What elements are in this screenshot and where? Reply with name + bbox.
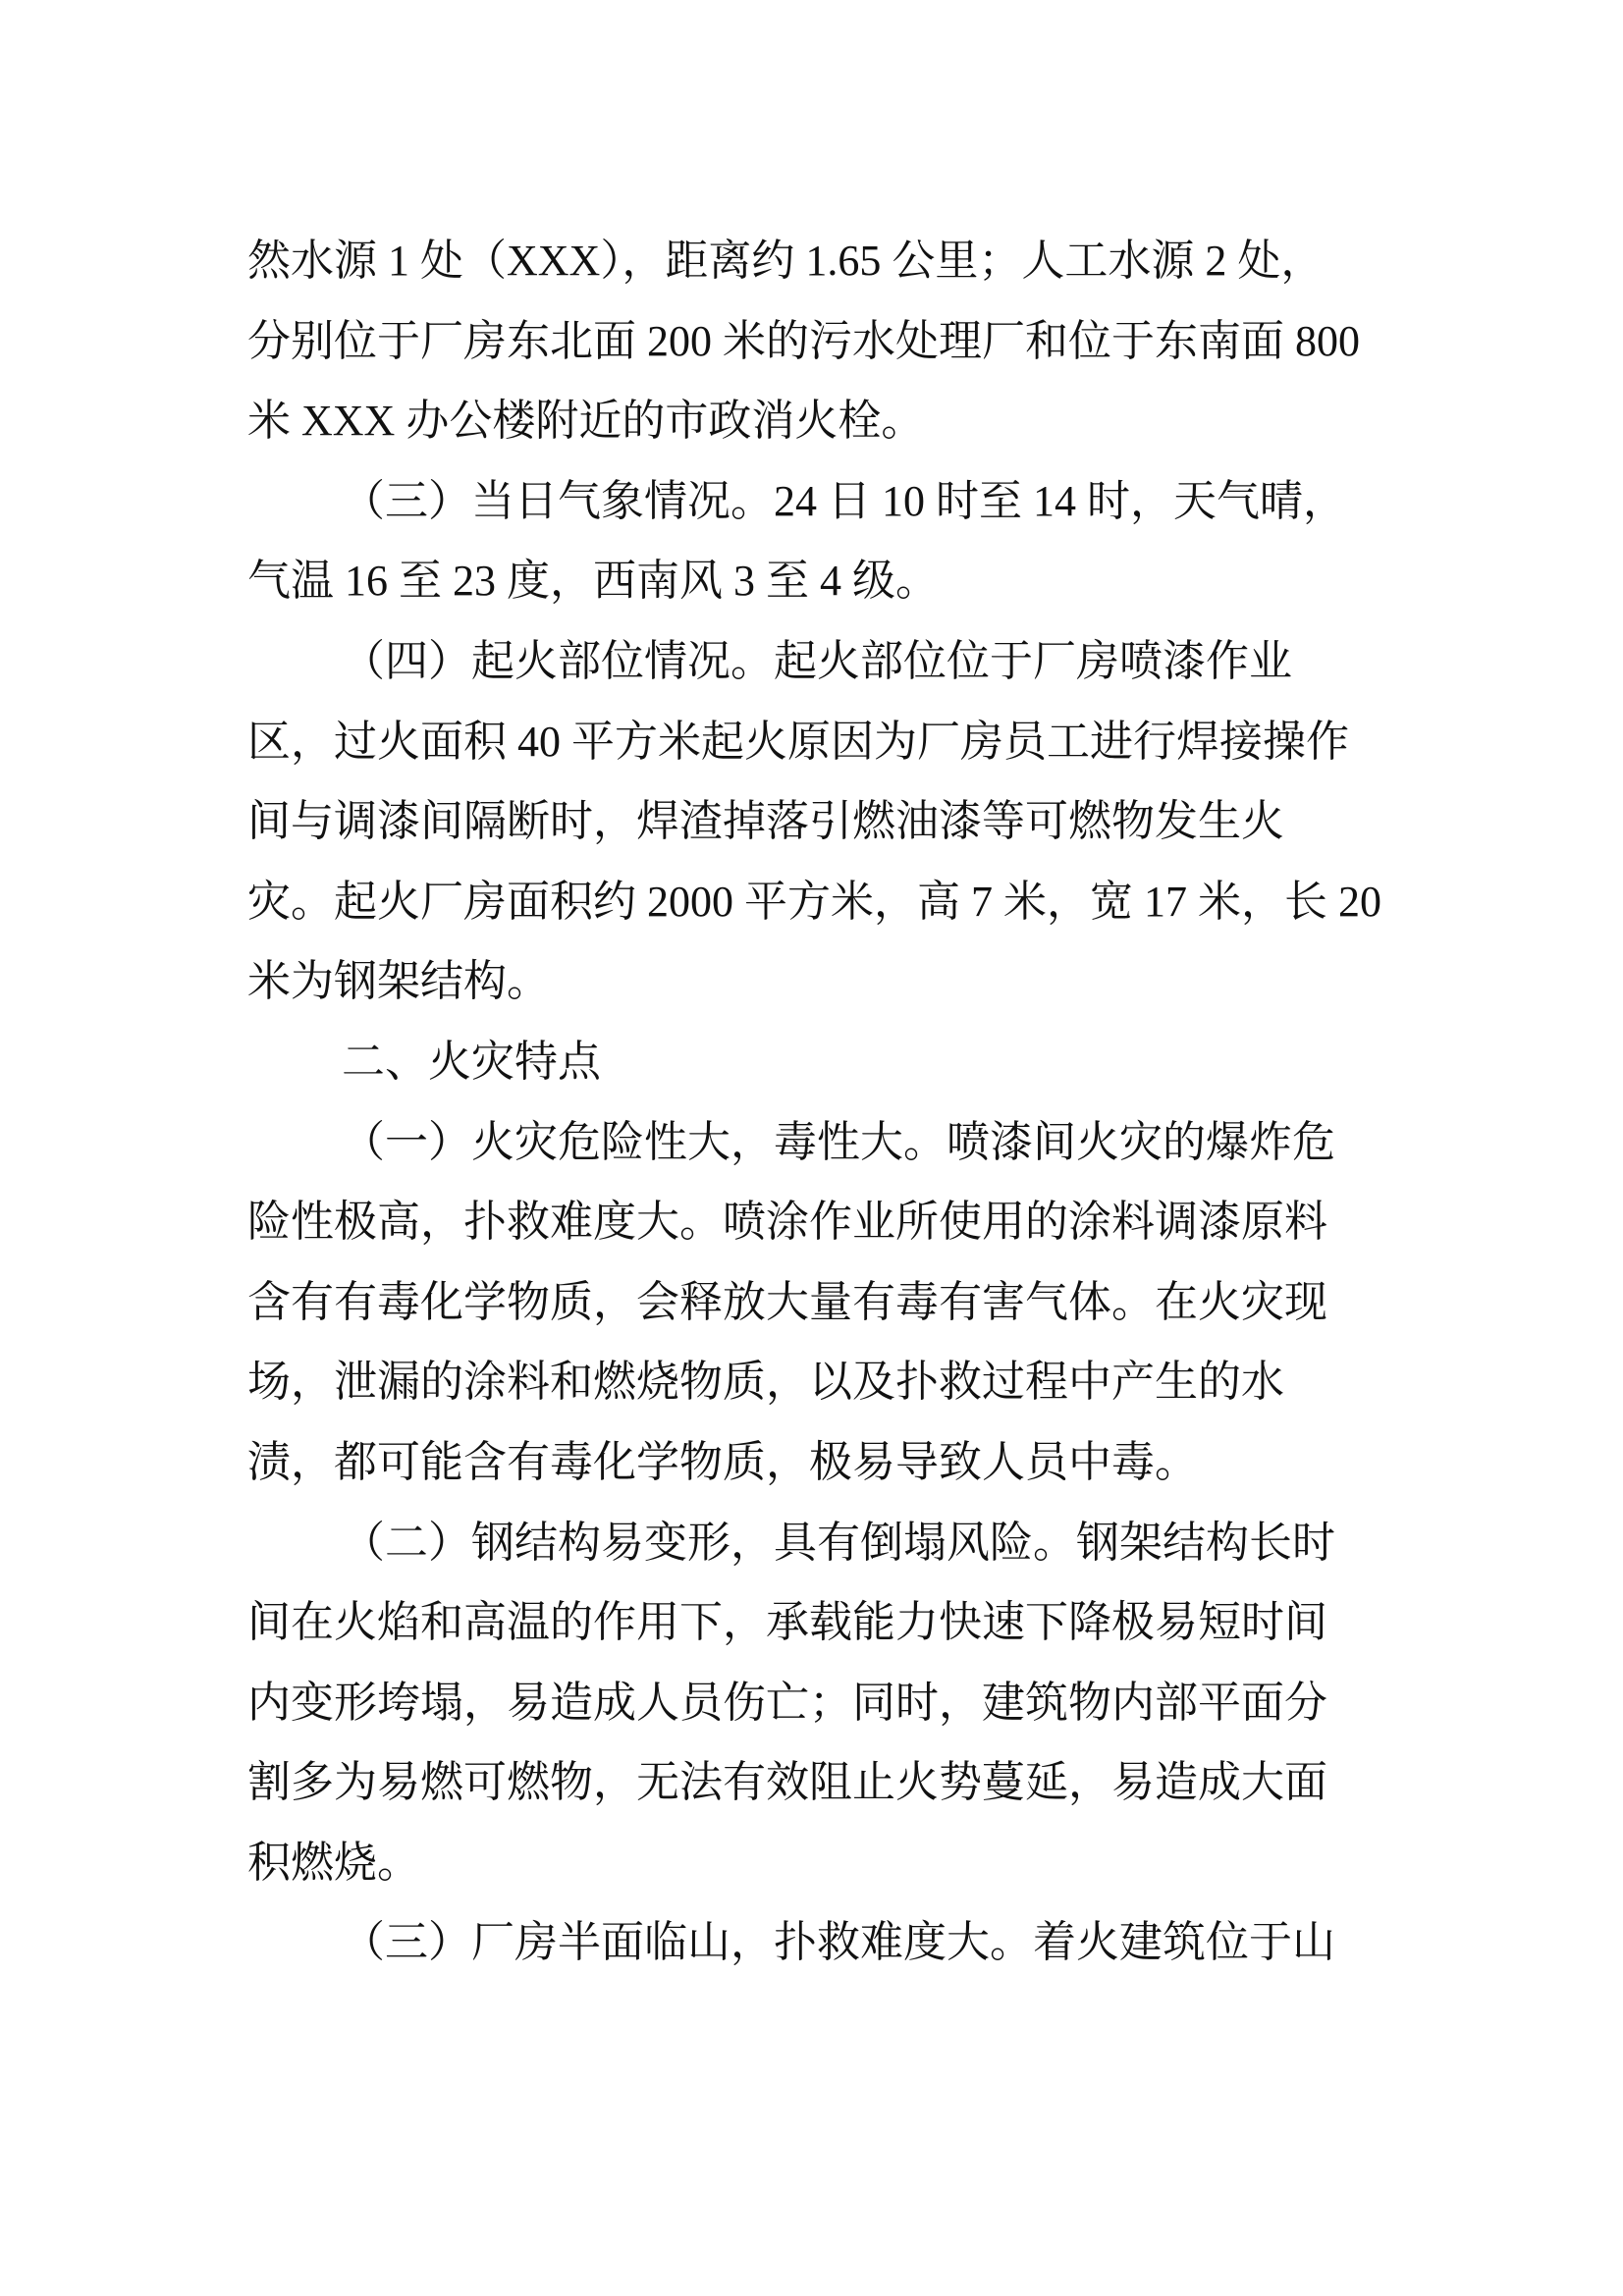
text-line: 间与调漆间隔断时，焊渣掉落引燃油漆等可燃物发生火: [247, 797, 1284, 846]
text-line: 米为钢架结构。: [247, 957, 550, 1006]
text-line: 灾。起火厂房面积约 2000 平方米，高 7 米，宽 17 米，长 20: [247, 877, 1381, 926]
text-line: 险性极高，扑救难度大。喷涂作业所使用的涂料调漆原料: [247, 1198, 1327, 1247]
text-line: 含有有毒化学物质，会释放大量有毒有害气体。在火灾现: [247, 1277, 1327, 1326]
text-line: 然水源 1 处（XXX），距离约 1.65 公里；人工水源 2 处，: [247, 237, 1325, 285]
text-line: 气温 16 至 23 度，西南风 3 至 4 级。: [247, 557, 939, 606]
text-line: 割多为易燃可燃物，无法有效阻止火势蔓延，易造成大面: [247, 1758, 1327, 1807]
text-line: 米 XXX 办公楼附近的市政消火栓。: [247, 397, 925, 446]
text-line: 二、火灾特点: [342, 1037, 601, 1086]
text-line: （一）火灾危险性大，毒性大。喷漆间火灾的爆炸危: [342, 1117, 1335, 1166]
text-line: 内变形垮塌，易造成人员伤亡；同时，建筑物内部平面分: [247, 1678, 1327, 1727]
text-line: （四）起火部位情况。起火部位位于厂房喷漆作业: [342, 636, 1292, 685]
text-line: 间在火焰和高温的作用下，承载能力快速下降极易短时间: [247, 1598, 1327, 1647]
text-line: （三）厂房半面临山，扑救难度大。着火建筑位于山: [342, 1918, 1335, 1967]
text-line: （二）钢结构易变形，具有倒塌风险。钢架结构长时: [342, 1518, 1335, 1567]
text-line: 场，泄漏的涂料和燃烧物质，以及扑救过程中产生的水: [247, 1358, 1284, 1407]
text-line: 分别位于厂房东北面 200 米的污水处理厂和位于东南面 800: [247, 316, 1360, 365]
text-line: 区，过火面积 40 平方米起火原因为厂房员工进行焊接操作: [247, 717, 1349, 766]
document-page: [247, 221, 1406, 1983]
text-line: （三）当日气象情况。24 日 10 时至 14 时，天气晴，: [342, 476, 1346, 525]
text-line: 积燃烧。: [247, 1838, 420, 1887]
text-line: 渍，都可能含有毒化学物质，极易导致人员中毒。: [247, 1437, 1198, 1486]
